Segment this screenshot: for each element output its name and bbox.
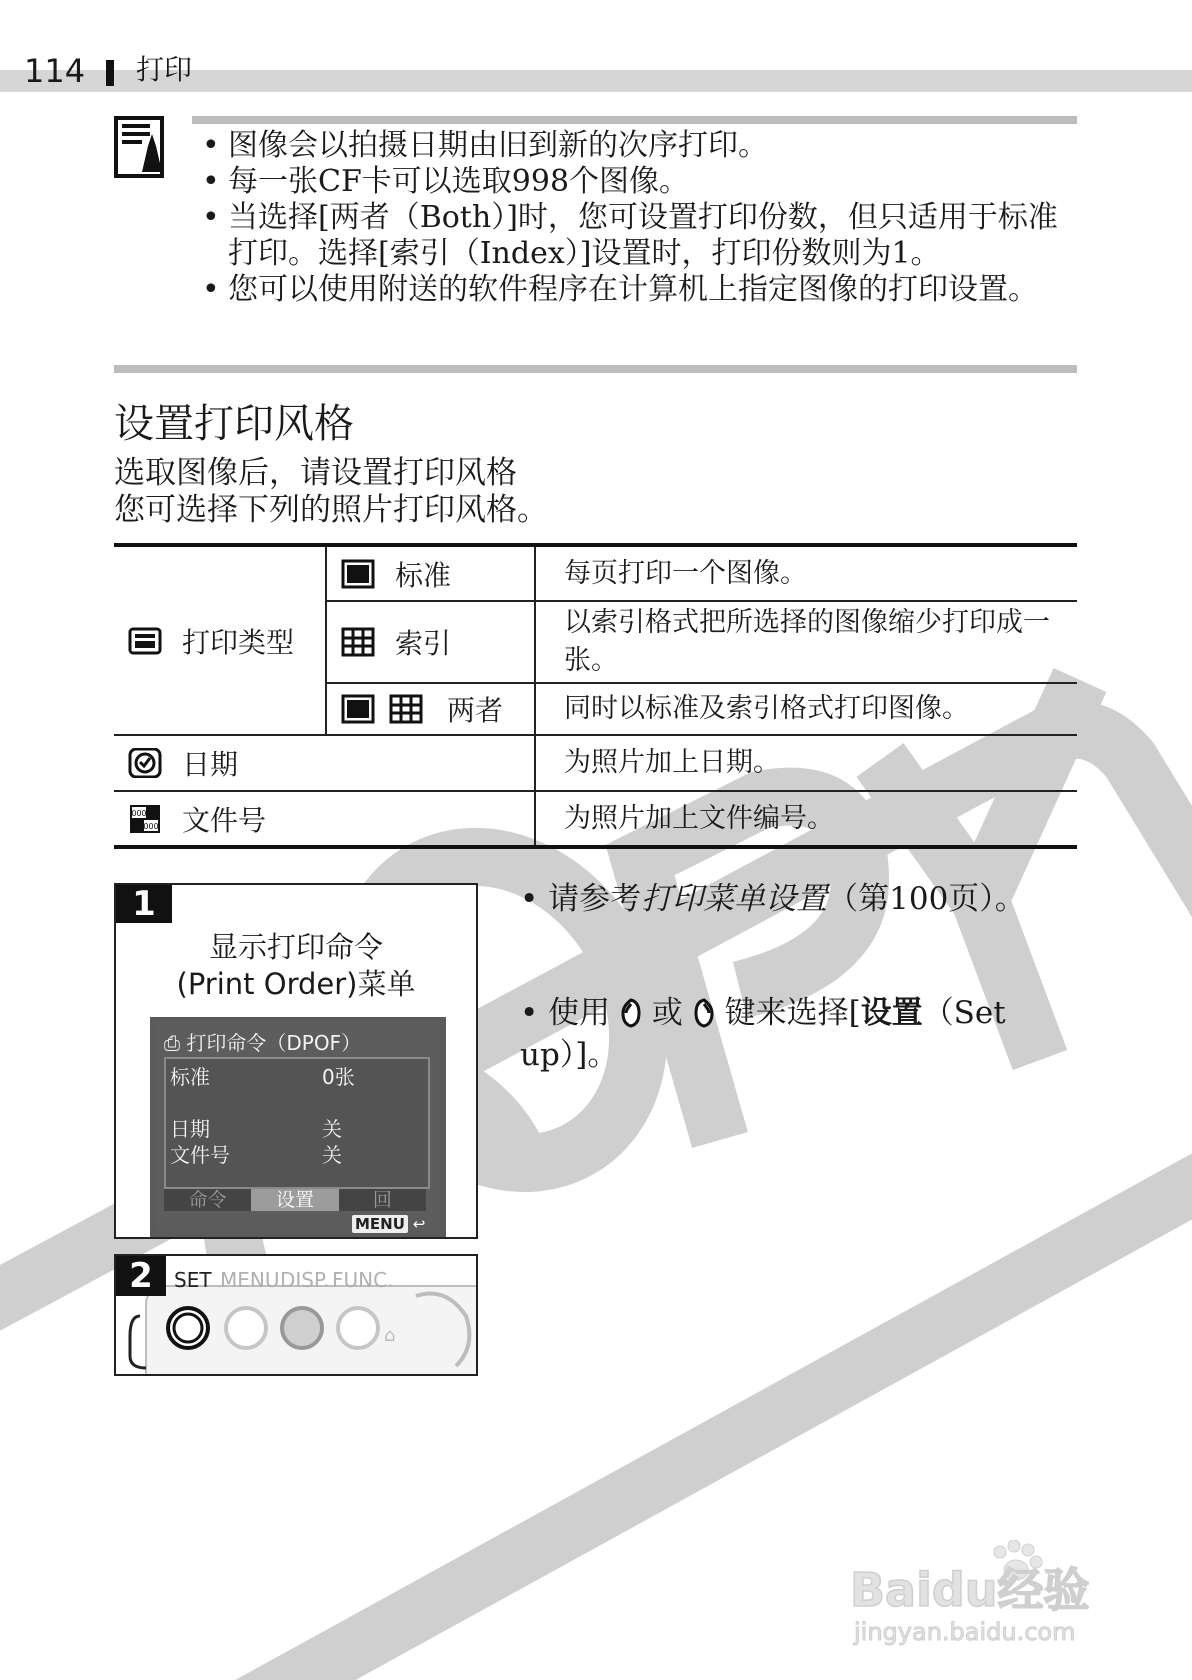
note-bottom-rule — [114, 365, 1077, 373]
lcd-tab-setup: 设置 — [251, 1189, 338, 1211]
standard-print-icon — [341, 559, 375, 589]
lcd-tab-bar — [164, 1189, 426, 1211]
setup-keyword: 设置 — [860, 995, 923, 1031]
camera-lcd-screen — [150, 1017, 446, 1237]
date-cell — [114, 735, 535, 791]
both-label: 两者 — [447, 694, 504, 727]
date-description: 为照片加上日期。 — [535, 735, 1077, 791]
index-description: 以索引格式把所选择的图像缩少打印成一张。 — [535, 601, 1077, 683]
header-divider — [106, 60, 114, 86]
right-arrow-key-icon — [693, 998, 715, 1028]
note-item: • 每一张CF卡可以选取998个图像。 — [196, 164, 1086, 200]
note-item: • 图像会以拍摄日期由旧到新的次序打印。 — [196, 128, 1086, 164]
index-print-icon — [389, 694, 423, 724]
lcd-menu-title: ⎙ 打印命令（DPOF） — [164, 1031, 362, 1055]
left-arrow-key-icon — [620, 998, 642, 1028]
baidu-brand-text: Baidu经验 — [850, 1563, 1090, 1617]
print-type-cell — [114, 545, 326, 735]
step-number-badge: 2 — [116, 1256, 166, 1296]
memo-note-icon — [114, 116, 170, 180]
file-number-label: 文件号 — [182, 803, 267, 837]
clock-icon — [128, 748, 162, 778]
step-2-panel — [114, 1254, 478, 1376]
svg-text:000: 000 — [131, 808, 147, 818]
svg-text:⌂: ⌂ — [384, 1325, 396, 1346]
print-type-icon — [128, 626, 162, 656]
print-type-label: 打印类型 — [182, 625, 295, 659]
index-label: 索引 — [395, 627, 452, 660]
standard-label: 标准 — [395, 558, 452, 592]
page-number: 114 — [24, 52, 86, 90]
file-number-cell — [114, 791, 535, 847]
index-print-icon — [341, 627, 375, 657]
lcd-tab-order: 命令 — [188, 1189, 227, 1211]
standard-description: 每页打印一个图像。 — [535, 545, 1077, 601]
baidu-url-text: jingyan.baidu.com — [854, 1618, 1076, 1646]
set-button-label: SET — [174, 1268, 212, 1292]
both-option-cell — [326, 683, 535, 735]
header-section-title: 打印 — [136, 53, 193, 86]
lcd-settings-panel — [164, 1057, 430, 1189]
date-label: 日期 — [182, 748, 239, 781]
section-title: 设置打印风格 — [114, 401, 354, 447]
standard-option-cell — [326, 545, 535, 601]
lcd-row-label: 文件号 — [170, 1143, 230, 1167]
lcd-row-label: 日期 — [170, 1117, 210, 1141]
step-2-instruction: • 使用 或 键来选择[设置（Set up）]。 — [520, 995, 1006, 1073]
standard-print-icon — [341, 694, 375, 724]
intro-line: 您可选择下列的照片打印风格。 — [114, 492, 548, 528]
lcd-row-value: 关 — [322, 1143, 342, 1167]
step-number-badge: 1 — [116, 885, 172, 923]
func-button-label: FUNC. — [332, 1268, 394, 1292]
note-list — [196, 128, 1086, 308]
intro-line: 选取图像后，请设置打印风格 — [114, 455, 517, 491]
print-icon: ⎙ — [164, 1031, 180, 1055]
lcd-menu — [156, 1021, 440, 1231]
index-option-cell — [326, 601, 535, 683]
baidu-jingyan-watermark — [850, 1540, 1180, 1650]
svg-text:000: 000 — [143, 821, 159, 831]
step-title-line: (Print Order)菜单 — [176, 967, 416, 1001]
note-top-rule — [192, 116, 1077, 124]
note-item: • 当选择[两者（Both）]时，您可设置打印份数，但只适用于标准打印。选择[索引（Index）]设置时，打印份数则为1。 — [196, 200, 1086, 272]
print-style-table — [114, 543, 1077, 849]
step-1-instruction: • 请参考打印菜单设置（第100页）。 — [520, 881, 1026, 917]
note-item: • 您可以使用附送的软件程序在计算机上指定图像的打印设置。 — [196, 272, 1086, 308]
step-title-line: 显示打印命令 — [208, 930, 383, 964]
file-number-description: 为照片加上文件编号。 — [535, 791, 1077, 847]
disp-button-label: DISP. — [280, 1268, 330, 1292]
lcd-row-label: 标准 — [170, 1065, 210, 1089]
menu-button-label: MENU — [220, 1268, 280, 1292]
lcd-row-value: 0张 — [322, 1065, 355, 1089]
both-description: 同时以标准及索引格式打印图像。 — [535, 683, 1077, 735]
step-1-panel — [114, 883, 478, 1239]
lcd-tab-reset: 回 — [372, 1189, 392, 1211]
step-1-title — [116, 929, 476, 1003]
return-arrow-icon: ↩ — [412, 1215, 426, 1233]
file-number-icon — [128, 804, 162, 834]
menu-button-label: MENU — [352, 1215, 408, 1233]
page-reference-link[interactable]: 打印菜单设置 — [641, 881, 828, 917]
section-intro — [114, 455, 548, 529]
lcd-menu-return — [352, 1215, 425, 1233]
lcd-row-value: 关 — [322, 1117, 342, 1141]
